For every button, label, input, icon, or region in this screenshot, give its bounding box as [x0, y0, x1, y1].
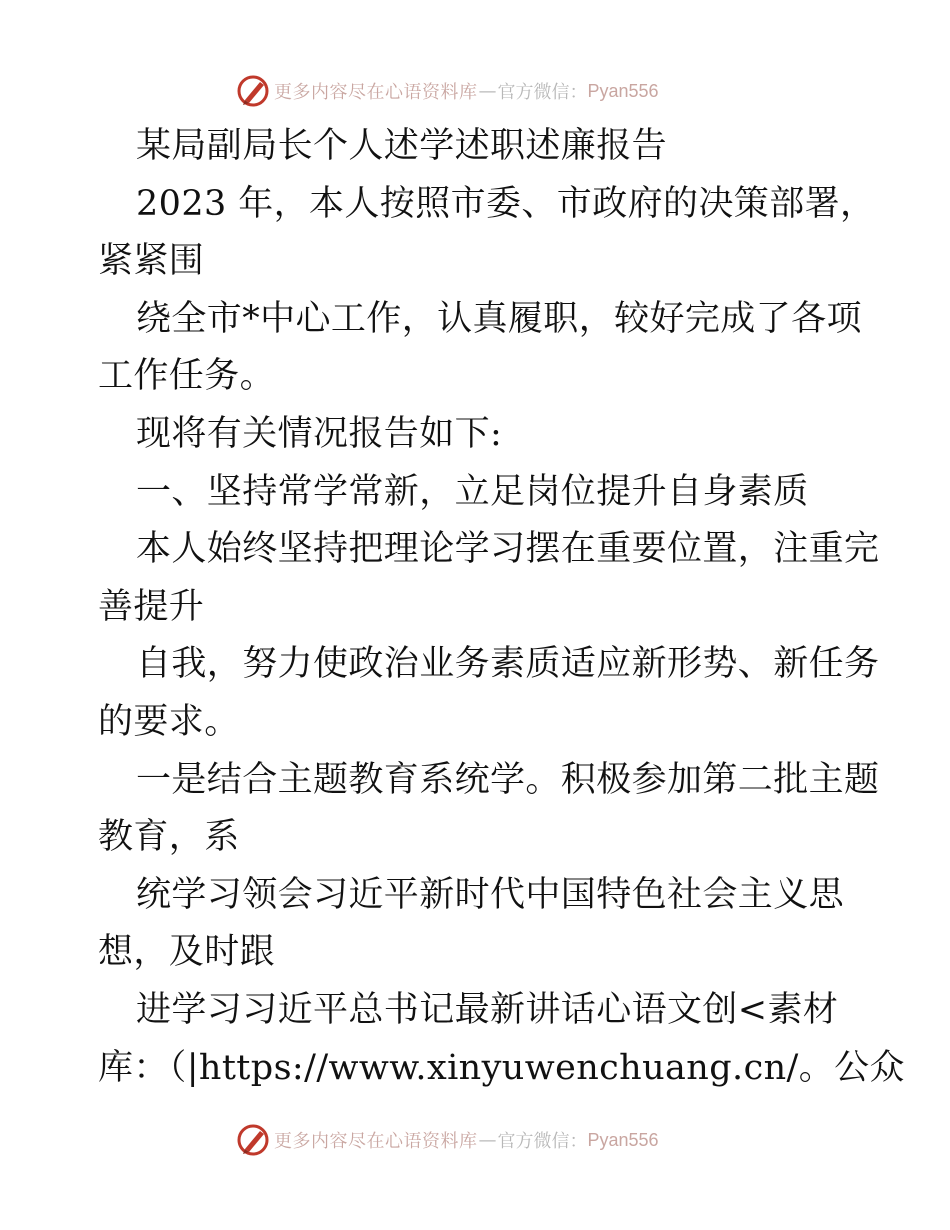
watermark-wechat-id: Pyan556: [587, 1129, 659, 1150]
paragraph-line: 紧紧围: [98, 241, 205, 282]
watermark-official-label: 官方微信：: [497, 82, 588, 103]
paragraph-line: 的要求。: [98, 701, 240, 742]
header-watermark: [236, 74, 659, 108]
paragraph-line: 库：（|https://www.xinyuwenchuang.cn/。公众: [98, 1047, 905, 1088]
document-title: 某局副局长个人述学述职述廉报告: [136, 126, 668, 166]
watermark-wechat-id: Pyan556: [587, 80, 659, 101]
paragraph-line: 绕全市*中心工作，认真履职，较好完成了各项: [136, 298, 862, 339]
paragraph-line: 想，及时跟: [98, 932, 276, 973]
paragraph-line: 本人始终坚持把理论学习摆在重要位置，注重完: [136, 529, 880, 570]
paragraph-line: 进学习习近平总书记最新讲话心语文创<素材: [136, 989, 839, 1030]
paragraph-line: 教育，系: [98, 817, 240, 858]
document-body: [98, 118, 905, 1097]
watermark-official-label: 官方微信：: [497, 1131, 588, 1152]
watermark-separator: —: [478, 80, 497, 102]
pen-logo-icon: [236, 74, 270, 108]
pen-logo-icon: [236, 1123, 270, 1157]
watermark-text: 更多内容尽在心语资料库: [274, 82, 478, 103]
paragraph-line: 工作任务。: [98, 356, 276, 397]
footer-watermark: [236, 1123, 659, 1157]
paragraph-line: 现将有关情况报告如下:: [136, 413, 503, 454]
paragraph-line: 2023 年，本人按照市委、市政府的决策部署，: [136, 183, 876, 224]
paragraph-line: 自我，努力使政治业务素质适应新形势、新任务: [136, 644, 880, 685]
section-heading: 一、坚持常学常新，立足岗位提升自身素质: [136, 471, 809, 512]
watermark-text: 更多内容尽在心语资料库: [274, 1131, 478, 1152]
paragraph-line: 一是结合主题教育系统学。积极参加第二批主题: [136, 759, 880, 800]
paragraph-line: 善提升: [98, 586, 205, 627]
watermark-separator: —: [478, 1129, 497, 1151]
paragraph-line: 统学习领会习近平新时代中国特色社会主义思: [136, 874, 845, 915]
